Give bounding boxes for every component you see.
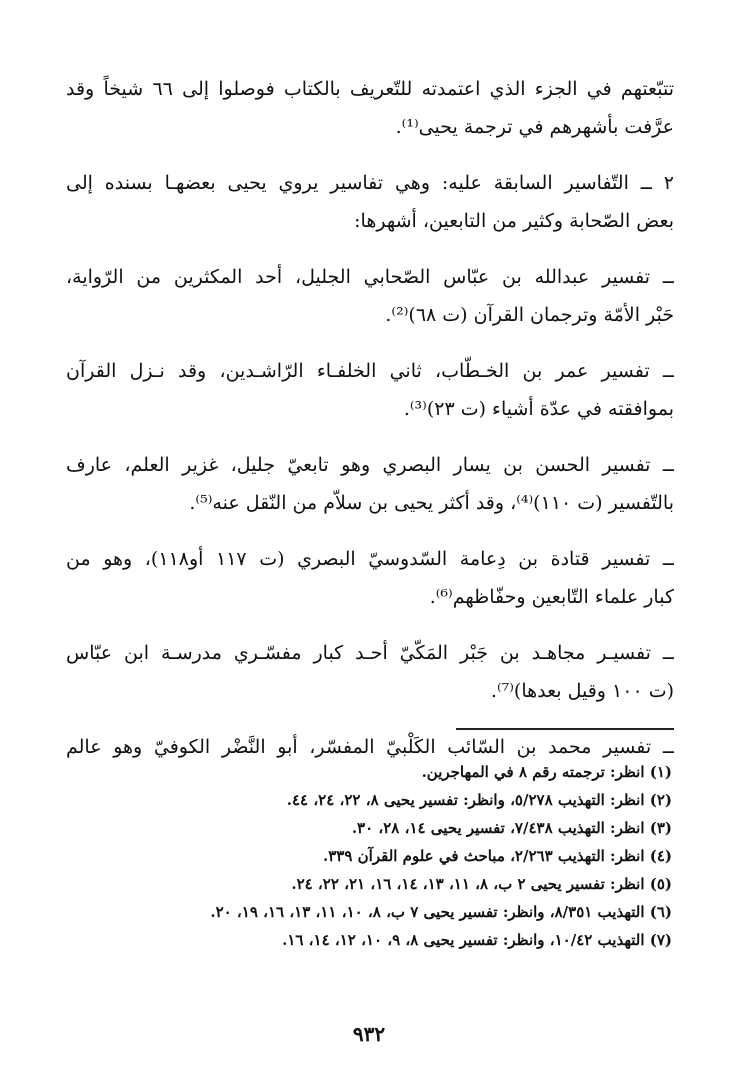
paragraph: [66, 540, 674, 616]
footnote: (٥) انظر: تفسير يحيى ٢ ب، ٨، ١١، ١٣، ١٤، ١٦، ٢١، ٢٢، ٢٤.: [291, 875, 672, 893]
main-text: [66, 70, 674, 784]
text-line: حَبْر الأمّة وترجمان القرآن (ت ٦٨)⁽²⁾.: [385, 304, 674, 326]
paragraph: [66, 352, 674, 428]
page-number: ٩٣٢: [352, 1022, 386, 1046]
footnotes: [66, 758, 672, 954]
footnote: (٢) انظر: التهذيب ٥/٢٧٨، وانظر: تفسير يحيى ٨، ٢٢، ٢٤، ٤٤.: [286, 791, 672, 809]
text-line: بالتّفسير (ت ١١٠)⁽⁴⁾، وقد أكثر يحيى بن سلاّم من النّقل عنه⁽⁵⁾.: [189, 492, 674, 514]
footnote: (٦) التهذيب ٨/٣٥١، وانظر: تفسير يحيى ٧ ب، ٨، ١٠، ١١، ١٣، ١٦، ١٩، ٢٠.: [210, 903, 672, 921]
footnote: (٤) انظر: التهذيب ٢/٢٦٣، مباحث في علوم القرآن ٣٣٩.: [323, 847, 672, 865]
text-line: ٢ ــ التّفاسير السابقة عليه: وهي تفاسير يروي يحيى بعضهـا بسنده إلى: [66, 172, 674, 194]
text-line: كبار علماء التّابعين وحفّاظهم⁽⁶⁾.: [429, 586, 674, 608]
footnote: (٧) التهذيب ١٠/٤٢، وانظر: تفسير يحيى ٨، ٩، ١٠، ١٢، ١٤، ١٦.: [282, 931, 672, 949]
paragraph: [66, 70, 674, 146]
paragraph: [66, 446, 674, 522]
text-line: ــ تفسير عبدالله بن عبّاس الصّحابي الجليل، أحد المكثرين من الرّواية،: [66, 266, 674, 288]
text-line: ــ تفسير قتادة بن دِعامة السّدوسيّ البصري (ت ١١٧ أو١١٨)، وهو من: [66, 548, 674, 570]
text-line: ــ تفسيـر مجاهـد بن جَبْر المَكّيّ أحـد كبار مفسّـري مدرسـة ابن عبّاس: [66, 642, 674, 664]
text-line: ــ تفسير محمد بن السّائب الكَلْبيّ المفسّر، أبو النَّضْر الكوفيّ وهو عالم: [66, 736, 674, 758]
footnote: (١) انظر: ترجمته رقم ٨ في المهاجرين.: [421, 763, 672, 781]
paragraph: [66, 634, 674, 710]
text-line: ــ تفسير الحسن بن يسار البصري وهو تابعيّ جليل، غزير العلم، عارف: [66, 454, 674, 476]
paragraph: [66, 258, 674, 334]
text-line: بعض الصّحابة وكثير من التابعين، أشهرها:: [354, 210, 674, 232]
text-line: بموافقته في عدّة أشياء (ت ٢٣)⁽³⁾.: [403, 398, 674, 420]
footnote-separator: [456, 728, 674, 730]
text-line: عرَّفت بأشهرهم في ترجمة يحيى⁽¹⁾.: [395, 116, 674, 138]
text-line: تتبّعتهم في الجزء الذي اعتمدته للتّعريف بالكتاب فوصلوا إلى ٦٦ شيخاً وقد: [66, 78, 674, 100]
paragraph: [66, 164, 674, 240]
text-line: (ت ١٠٠ وقيل بعدها)⁽⁷⁾.: [490, 680, 674, 702]
footnote: (٣) انظر: التهذيب ٧/٤٣٨، تفسير يحيى ١٤، ٢٨، ٣٠.: [351, 819, 672, 837]
text-line: ــ تفسير عمر بن الخـطّاب، ثاني الخلفـاء الرّاشـدين، وقد نـزل القرآن: [66, 360, 674, 382]
